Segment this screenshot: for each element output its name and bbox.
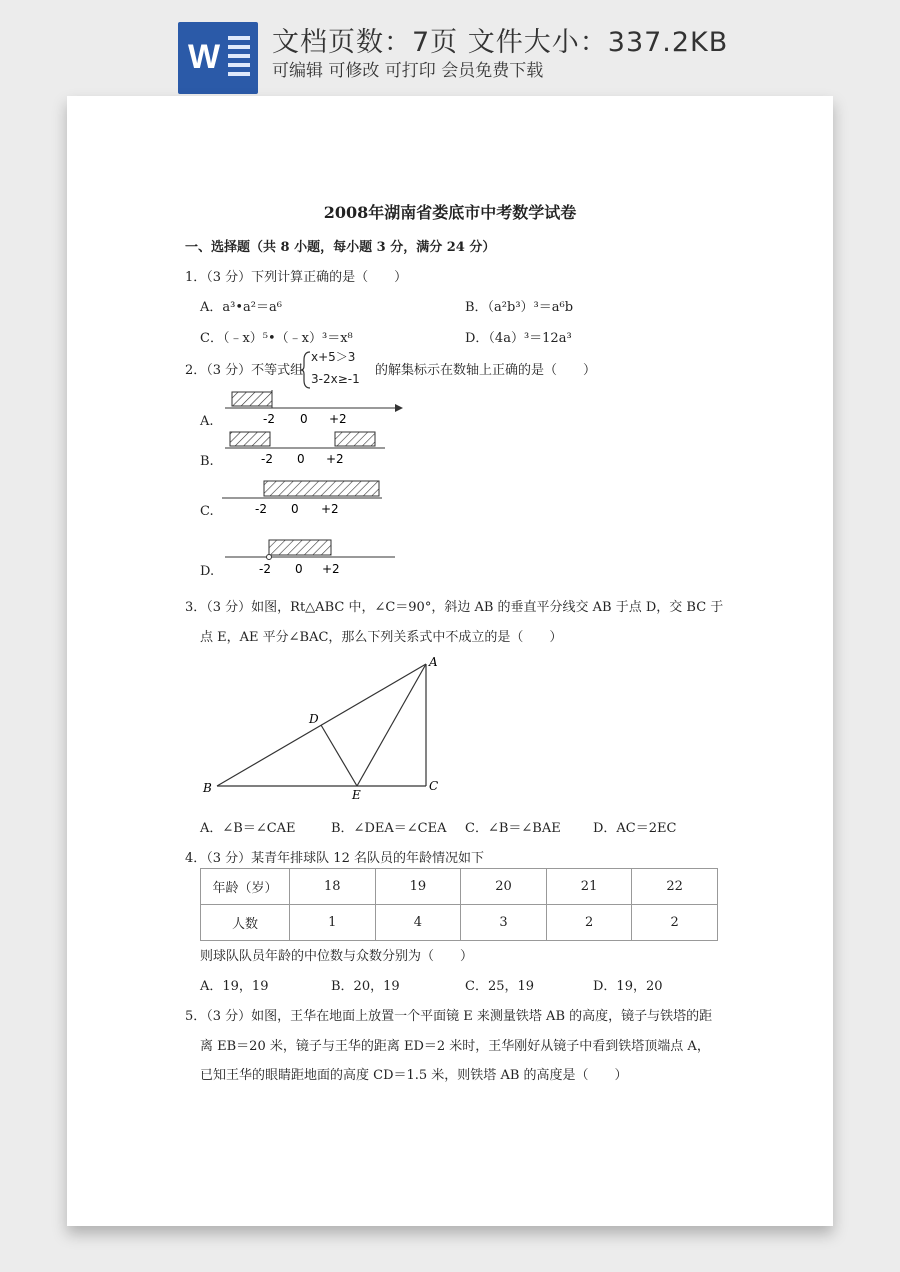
table-cell: 19 <box>375 869 461 905</box>
file-features: 可编辑 可修改 可打印 会员免费下载 <box>272 61 544 81</box>
table-cell: 1 <box>290 905 376 941</box>
question-2-stem: 2．（3 分）不等式组 <box>185 363 304 378</box>
q4-option-a: A．19，19 <box>200 979 269 994</box>
svg-text:-2: -2 <box>259 562 271 576</box>
table-cell: 18 <box>290 869 376 905</box>
row-header: 年龄（岁） <box>201 869 290 905</box>
inequality-1: x+5＞3 <box>311 350 356 364</box>
svg-text:-2: -2 <box>255 502 267 516</box>
file-info: 文档页数：7页 文件大小：337.2KB <box>272 27 729 58</box>
svg-text:D: D <box>309 712 319 726</box>
table-cell: 22 <box>632 869 718 905</box>
section-heading: 一、选择题（共 8 小题，每小题 3 分，满分 24 分） <box>185 240 496 255</box>
table-cell: 2 <box>546 905 632 941</box>
row-header: 人数 <box>201 905 290 941</box>
svg-text:0: 0 <box>291 502 299 516</box>
exam-title: 2008年湖南省娄底市中考数学试卷 <box>323 203 577 222</box>
svg-text:A: A <box>429 655 438 669</box>
q2-option-b: B. <box>200 454 214 469</box>
triangle-figure <box>67 96 833 816</box>
question-2-stem-end: 的解集标示在数轴上正确的是（ ） <box>375 363 597 378</box>
svg-text:0: 0 <box>297 452 305 466</box>
question-3-line1: 3．（3 分）如图，Rt△ABC 中，∠C＝90°，斜边 AB 的垂直平分线交 AB 于点 D，交 BC 于 <box>185 600 724 615</box>
table-cell: 3 <box>461 905 547 941</box>
svg-text:B: B <box>203 781 212 795</box>
svg-text:+2: +2 <box>321 502 339 516</box>
q1-option-d: D．（4a）³＝12a³ <box>465 331 572 346</box>
word-document-icon: W <box>178 22 258 94</box>
svg-text:-2: -2 <box>263 412 275 426</box>
table-cell: 4 <box>375 905 461 941</box>
q3-option-d: D．AC＝2EC <box>593 821 677 836</box>
age-table <box>200 868 718 941</box>
question-5-line1: 5．（3 分）如图，王华在地面上放置一个平面镜 E 来测量铁塔 AB 的高度，镜子与铁塔的距 <box>185 1009 713 1024</box>
table-row <box>201 869 718 905</box>
q4-option-c: C．25，19 <box>465 979 535 994</box>
svg-text:0: 0 <box>295 562 303 576</box>
svg-text:+2: +2 <box>322 562 340 576</box>
svg-text:0: 0 <box>300 412 308 426</box>
question-5-line2: 离 EB＝20 米，镜子与王华的距离 ED＝2 米时，王华刚好从镜子中看到铁塔顶端点 A， <box>200 1039 710 1054</box>
q3-option-b: B．∠DEA＝∠CEA <box>331 821 447 836</box>
svg-text:+2: +2 <box>329 412 347 426</box>
question-5-line3: 已知王华的眼睛距地面的高度 CD＝1.5 米，则铁塔 AB 的高度是（ ） <box>200 1068 628 1083</box>
svg-text:C: C <box>429 779 439 793</box>
question-4-follow: 则球队队员年龄的中位数与众数分别为（ ） <box>200 949 474 964</box>
svg-text:E: E <box>352 788 361 802</box>
svg-text:-2: -2 <box>261 452 273 466</box>
q3-option-c: C．∠B＝∠BAE <box>465 821 561 836</box>
svg-text:+2: +2 <box>326 452 344 466</box>
q3-option-a: A．∠B＝∠CAE <box>200 821 296 836</box>
q1-option-b: B．（a²b³）³＝a⁶b <box>465 300 574 315</box>
table-cell: 2 <box>632 905 718 941</box>
document-page <box>67 96 833 1226</box>
question-4-stem: 4．（3 分）某青年排球队 12 名队员的年龄情况如下 <box>185 851 484 866</box>
q1-option-c: C．（﹣x）⁵•（﹣x）³＝x⁸ <box>200 331 353 346</box>
download-header <box>0 0 900 92</box>
table-row <box>201 905 718 941</box>
q1-option-a: A．a³•a²＝a⁶ <box>200 300 282 315</box>
q4-option-d: D．19，20 <box>593 979 663 994</box>
q2-option-c: C. <box>200 504 214 519</box>
question-1-stem: 1．（3 分）下列计算正确的是（ ） <box>185 270 408 285</box>
q4-option-b: B．20，19 <box>331 979 400 994</box>
inequality-2: 3-2x≥-1 <box>311 372 360 386</box>
q2-option-a: A. <box>200 414 214 429</box>
question-3-line2: 点 E，AE 平分∠BAC，那么下列关系式中不成立的是（ ） <box>200 630 563 645</box>
q2-option-d: D. <box>200 564 215 579</box>
table-cell: 20 <box>461 869 547 905</box>
table-cell: 21 <box>546 869 632 905</box>
